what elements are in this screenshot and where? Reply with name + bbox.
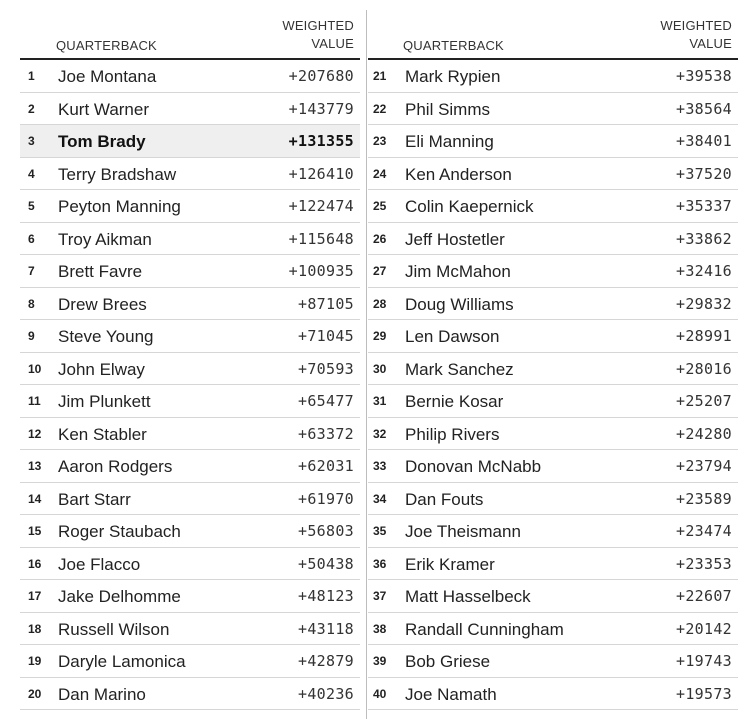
row-weighted-value: +23353 [676,554,732,573]
row-quarterback-name: Philip Rivers [405,424,500,444]
row-weighted-value: +38401 [676,132,732,150]
row-quarterback-name: Mark Rypien [405,67,501,86]
header-weighted-line2: VALUE [311,36,354,51]
row-weighted-value: +50438 [298,554,354,573]
row-quarterback-name: Doug Williams [405,294,514,314]
row-rank: 32 [373,426,387,441]
table-row [20,450,360,483]
row-quarterback-name: Matt Hasselbeck [405,587,531,606]
row-quarterback-name: Tom Brady [58,132,146,151]
row-quarterback-name: Joe Theismann [405,522,521,541]
row-rank: 15 [28,524,42,538]
row-rank: 35 [373,524,387,538]
row-rank: 5 [28,199,35,213]
row-rank: 40 [373,686,387,701]
table-row [368,353,738,386]
row-weighted-value: +87105 [298,294,354,313]
row-weighted-value: +19573 [676,684,732,703]
row-quarterback-name: Terry Bradshaw [58,164,177,184]
row-weighted-value: +38564 [676,99,732,118]
table-row [368,483,738,516]
table-row [20,483,360,516]
row-quarterback-name: Randall Cunningham [405,619,564,639]
header-weighted-line2: VALUE [689,36,732,51]
row-rank: 30 [373,361,387,376]
row-rank: 4 [28,166,35,181]
row-quarterback-name: Jim Plunkett [58,392,151,411]
row-weighted-value: +35337 [676,197,732,215]
row-rank: 26 [373,231,387,246]
row-rank: 39 [373,654,387,668]
header-weighted-line1: WEIGHTED [282,18,354,33]
row-rank: 10 [28,361,42,376]
table-row [368,255,738,288]
table-row [368,613,738,646]
row-rank: 22 [373,101,387,116]
row-quarterback-name: Donovan McNabb [405,457,542,476]
row-weighted-value: +100935 [288,262,354,280]
table-row [20,93,360,126]
table-row [20,320,360,353]
row-weighted-value: +19743 [676,652,732,670]
table-row [368,60,738,93]
row-weighted-value: +56803 [298,522,354,540]
row-quarterback-name: Joe Namath [405,684,497,704]
table-row [368,223,738,256]
row-rank: 11 [28,394,41,408]
row-quarterback-name: Bob Griese [405,652,491,671]
table-row [20,158,360,191]
row-rank: 9 [28,329,35,343]
row-rank: 3 [28,134,35,148]
row-rank: 1 [28,69,35,83]
row-rank: 38 [373,621,387,636]
row-rank: 31 [373,394,387,408]
table-body-right [368,60,738,710]
row-quarterback-name: Joe Flacco [58,554,141,574]
row-rank: 2 [28,101,35,116]
column-divider [366,10,367,719]
row-weighted-value: +122474 [288,197,354,215]
table-row [20,418,360,451]
table-row [368,125,738,158]
row-quarterback-name: Roger Staubach [58,522,181,541]
row-quarterback-name: Colin Kaepernick [405,197,534,216]
row-weighted-value: +23794 [676,457,732,475]
row-quarterback-name: Brett Favre [58,262,143,281]
table-panel-left [20,0,360,710]
header-weighted-value [282,17,354,53]
row-quarterback-name: Ken Anderson [405,164,512,184]
row-weighted-value: +33862 [676,229,732,248]
table-row [368,288,738,321]
row-weighted-value: +207680 [288,67,354,85]
row-weighted-value: +40236 [298,684,354,703]
header-weighted-line1: WEIGHTED [660,18,732,33]
table-row [368,678,738,711]
row-quarterback-name: Daryle Lamonica [58,652,186,671]
row-rank: 20 [28,686,42,701]
table-row [20,125,360,158]
table-row [368,580,738,613]
table-row [368,93,738,126]
table-panel-right [368,0,738,710]
row-weighted-value: +37520 [676,164,732,183]
table-row [368,548,738,581]
row-weighted-value: +32416 [676,262,732,280]
table-row [368,450,738,483]
table-row [20,613,360,646]
table-row [368,418,738,451]
table-row [20,385,360,418]
row-weighted-value: +43118 [298,619,354,638]
row-rank: 6 [28,231,35,246]
row-rank: 16 [28,556,42,571]
row-weighted-value: +126410 [288,164,354,183]
row-rank: 18 [28,621,42,636]
row-rank: 17 [28,589,42,603]
table-row [20,288,360,321]
table-row [20,515,360,548]
row-quarterback-name: John Elway [58,359,145,379]
row-weighted-value: +62031 [298,457,354,475]
row-rank: 34 [373,491,387,506]
row-weighted-value: +61970 [298,489,354,508]
row-quarterback-name: Jim McMahon [405,262,511,281]
row-weighted-value: +131355 [288,132,354,150]
row-rank: 14 [28,491,42,506]
row-weighted-value: +143779 [288,99,354,118]
row-quarterback-name: Peyton Manning [58,197,181,216]
table-row [368,158,738,191]
row-rank: 21 [373,69,387,83]
row-rank: 27 [373,264,387,278]
row-weighted-value: +115648 [288,229,354,248]
row-quarterback-name: Mark Sanchez [405,359,514,379]
table-row [20,353,360,386]
table-row [20,255,360,288]
row-quarterback-name: Steve Young [58,327,154,346]
row-weighted-value: +29832 [676,294,732,313]
table-header-right [368,0,738,60]
table-row [20,580,360,613]
row-weighted-value: +23474 [676,522,732,540]
row-weighted-value: +20142 [676,619,732,638]
row-weighted-value: +42879 [298,652,354,670]
row-quarterback-name: Bernie Kosar [405,392,504,411]
row-weighted-value: +25207 [676,392,732,410]
table-row [368,385,738,418]
row-rank: 7 [28,264,35,278]
table-row [368,645,738,678]
row-rank: 33 [373,459,387,473]
table-header-left [20,0,360,60]
table-row [20,678,360,711]
row-quarterback-name: Erik Kramer [405,554,495,574]
row-weighted-value: +22607 [676,587,732,605]
row-quarterback-name: Dan Marino [58,684,146,704]
row-quarterback-name: Joe Montana [58,67,157,86]
row-rank: 37 [373,589,387,603]
table-row [20,223,360,256]
row-rank: 29 [373,329,387,343]
row-quarterback-name: Len Dawson [405,327,500,346]
row-rank: 24 [373,166,387,181]
row-quarterback-name: Jeff Hostetler [405,229,505,249]
row-rank: 36 [373,556,387,571]
row-rank: 25 [373,199,387,213]
row-rank: 13 [28,459,42,473]
table-row [368,515,738,548]
row-quarterback-name: Bart Starr [58,489,131,509]
row-weighted-value: +23589 [676,489,732,508]
row-rank: 19 [28,654,42,668]
row-quarterback-name: Eli Manning [405,132,494,151]
row-weighted-value: +70593 [298,359,354,378]
row-quarterback-name: Phil Simms [405,99,491,119]
row-quarterback-name: Russell Wilson [58,619,170,639]
header-weighted-value [660,17,732,53]
row-weighted-value: +71045 [298,327,354,345]
row-weighted-value: +28991 [676,327,732,345]
row-quarterback-name: Kurt Warner [58,99,150,119]
row-quarterback-name: Troy Aikman [58,229,152,249]
table-row [368,320,738,353]
row-quarterback-name: Drew Brees [58,294,147,314]
row-weighted-value: +65477 [298,392,354,410]
row-rank: 23 [373,134,387,148]
row-rank: 28 [373,296,387,311]
table-row [368,190,738,223]
row-quarterback-name: Aaron Rodgers [58,457,173,476]
row-rank: 8 [28,296,35,311]
table-row [20,645,360,678]
row-rank: 12 [28,426,42,441]
row-weighted-value: +48123 [298,587,354,605]
table-row [20,60,360,93]
row-weighted-value: +39538 [676,67,732,85]
table-body-left [20,60,360,710]
header-quarterback: QUARTERBACK [403,38,504,53]
row-weighted-value: +28016 [676,359,732,378]
row-quarterback-name: Jake Delhomme [58,587,181,606]
row-quarterback-name: Ken Stabler [58,424,147,444]
table-row [20,548,360,581]
row-quarterback-name: Dan Fouts [405,489,484,509]
header-quarterback: QUARTERBACK [56,38,157,53]
row-weighted-value: +24280 [676,424,732,443]
row-weighted-value: +63372 [298,424,354,443]
table-row [20,190,360,223]
